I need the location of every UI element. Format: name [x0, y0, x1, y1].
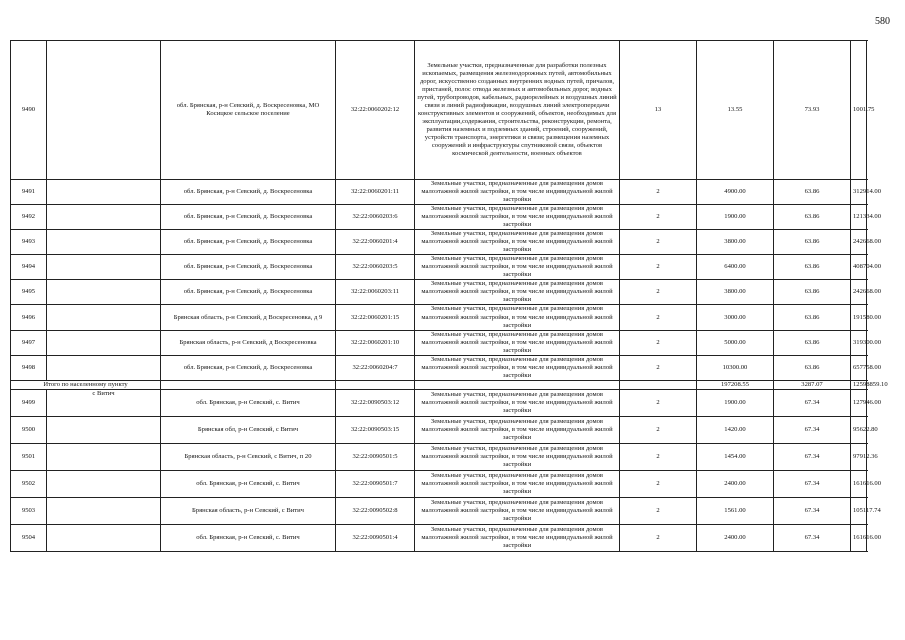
area-cell: 4900.00 — [697, 180, 774, 205]
cadastral-number-cell: 32:22:0090503:15 — [336, 416, 415, 443]
rate-cell: 63.86 — [774, 305, 851, 330]
cadastral-value-cell: 242668.00 — [851, 230, 867, 255]
area-cell: 3800.00 — [697, 280, 774, 305]
group-cell: 2 — [620, 180, 697, 205]
row-number-cell: 9494 — [11, 255, 47, 280]
row-number-cell: 9495 — [11, 280, 47, 305]
land-use-cell: Земельные участки, предназначенные для размещения домов малоэтажной жилой застройки, в том числе индивидуальной жилой застройки — [415, 180, 620, 205]
subtotal-area: 197208.55 — [697, 380, 774, 389]
area-cell: 2400.00 — [697, 524, 774, 551]
table-row — [11, 41, 867, 180]
settlement-cell — [47, 280, 161, 305]
cadastral-value-cell: 95622.80 — [851, 416, 867, 443]
address-cell: Брянская область, р-н Севский, с Витич, п 20 — [161, 443, 336, 470]
land-use-cell: Земельные участки, предназначенные для размещения домов малоэтажной жилой застройки, в том числе индивидуальной жилой застройки — [415, 280, 620, 305]
land-use-cell: Земельные участки, предназначенные для размещения домов малоэтажной жилой застройки, в том числе индивидуальной жилой застройки — [415, 205, 620, 230]
rate-cell: 63.86 — [774, 280, 851, 305]
land-use-cell: Земельные участки, предназначенные для размещения домов малоэтажной жилой застройки, в том числе индивидуальной жилой застройки — [415, 443, 620, 470]
row-number-cell: 9498 — [11, 355, 47, 380]
land-use-cell: Земельные участки, предназначенные для размещения домов малоэтажной жилой застройки, в том числе индивидуальной жилой застройки — [415, 230, 620, 255]
table-row — [11, 443, 867, 470]
rate-cell: 63.86 — [774, 180, 851, 205]
address-cell: Брянская область, р-н Севский, д Воскресеновка, д 9 — [161, 305, 336, 330]
page-number: 580 — [875, 16, 890, 27]
cadastral-value-cell: 121334.00 — [851, 205, 867, 230]
table-row — [11, 470, 867, 497]
area-cell: 1454.00 — [697, 443, 774, 470]
rate-cell: 63.86 — [774, 255, 851, 280]
land-use-cell: Земельные участки, предназначенные для размещения домов малоэтажной жилой застройки, в том числе индивидуальной жилой застройки — [415, 255, 620, 280]
address-cell: обл. Брянская, р-н Севский, д. Воскресеновка — [161, 280, 336, 305]
area-cell: 5000.00 — [697, 330, 774, 355]
cadastral-value-cell: 127946.00 — [851, 389, 867, 416]
group-cell: 2 — [620, 330, 697, 355]
table-row — [11, 389, 867, 416]
rate-cell: 63.86 — [774, 205, 851, 230]
address-cell: обл. Брянская, р-н Севский, д. Воскресеновка — [161, 205, 336, 230]
land-use-cell: Земельные участки, предназначенные для размещения домов малоэтажной жилой застройки, в том числе индивидуальной жилой застройки — [415, 330, 620, 355]
land-use-cell: Земельные участки, предназначенные для размещения домов малоэтажной жилой застройки, в том числе индивидуальной жилой застройки — [415, 416, 620, 443]
cadastral-value-cell: 312914.00 — [851, 180, 867, 205]
area-cell: 1900.00 — [697, 389, 774, 416]
subtotal-empty — [161, 380, 336, 389]
area-cell: 10300.00 — [697, 355, 774, 380]
address-cell: Брянская область, р-н Севский, д Воскресеновка — [161, 330, 336, 355]
settlement-cell — [47, 355, 161, 380]
rate-cell: 67.34 — [774, 389, 851, 416]
cadastral-value-cell: 657758.00 — [851, 355, 867, 380]
table-row — [11, 205, 867, 230]
subtotal-value: 12598859.10 — [851, 380, 867, 389]
group-cell: 2 — [620, 443, 697, 470]
cadastral-value-cell: 191580.00 — [851, 305, 867, 330]
cadastral-number-cell: 32:22:0060202:12 — [336, 41, 415, 180]
group-cell: 2 — [620, 355, 697, 380]
settlement-cell — [47, 230, 161, 255]
address-cell: обл. Брянская, р-н Севский, д. Воскресеновка — [161, 180, 336, 205]
table-row — [11, 230, 867, 255]
cadastral-number-cell: 32:22:0060203:11 — [336, 280, 415, 305]
rate-cell: 67.34 — [774, 497, 851, 524]
cadastral-number-cell: 32:22:0060203:5 — [336, 255, 415, 280]
row-number-cell: 9504 — [11, 524, 47, 551]
cadastral-number-cell: 32:22:0090503:12 — [336, 389, 415, 416]
land-use-cell: Земельные участки, предназначенные для размещения домов малоэтажной жилой застройки, в том числе индивидуальной жилой застройки — [415, 305, 620, 330]
area-cell: 6400.00 — [697, 255, 774, 280]
area-cell: 13.55 — [697, 41, 774, 180]
subtotal-label: Итого по населенному пункту — [11, 380, 161, 389]
area-cell: 2400.00 — [697, 470, 774, 497]
row-number-cell: 9500 — [11, 416, 47, 443]
cadastral-number-cell: 32:22:0060204:7 — [336, 355, 415, 380]
group-cell: 2 — [620, 205, 697, 230]
table-row — [11, 330, 867, 355]
area-cell: 3800.00 — [697, 230, 774, 255]
cadastral-value-cell: 161616.00 — [851, 470, 867, 497]
table-row — [11, 180, 867, 205]
land-use-cell: Земельные участки, предназначенные для размещения домов малоэтажной жилой застройки, в том числе индивидуальной жилой застройки — [415, 497, 620, 524]
settlement-cell — [47, 305, 161, 330]
cadastral-value-table — [10, 40, 888, 552]
address-cell: обл. Брянская, р-н Севский, д. Воскресеновка — [161, 355, 336, 380]
settlement-cell — [47, 524, 161, 551]
group-cell: 2 — [620, 470, 697, 497]
address-cell: обл. Брянская, р-н Севский, д. Воскресеновка, МО Косицкое сельское поселение — [161, 41, 336, 180]
group-cell: 2 — [620, 280, 697, 305]
address-cell: обл. Брянская, р-н Севский, д. Воскресеновка — [161, 230, 336, 255]
land-use-cell: Земельные участки, предназначенные для размещения домов малоэтажной жилой застройки, в том числе индивидуальной жилой застройки — [415, 524, 620, 551]
cadastral-number-cell: 32:22:0060201:10 — [336, 330, 415, 355]
rate-cell: 67.34 — [774, 416, 851, 443]
land-use-cell: Земельные участки, предназначенные для размещения домов малоэтажной жилой застройки, в том числе индивидуальной жилой застройки — [415, 470, 620, 497]
land-use-cell: Земельные участки, предназначенные для разработки полезных ископаемых, размещения железнодорожных путей, автомобильных дорог, искусственно созданных внутренних водных путей, причалов, пристаней, полос отвода железных и автомобильных дорог, водных путей, трубопроводов, кабельных, радиорелейных и воздушных линий связи и линий радиофикации, воздушных линий электропередачи конструктивных элементов и сооружений, объектов, необходимых для эксплуатации,содержания, строительства, реконструкции, ремонта, развития наземных и подземных зданий, строений, сооружений, устройств транспорта, энергетики и связи; размещения наземных сооружений и инфраструктуры спутниковой связи, объектов космической деятельности, военных объектов — [415, 41, 620, 180]
address-cell: Брянская обл, р-н Севский, с Витич — [161, 416, 336, 443]
settlement-cell — [47, 416, 161, 443]
rate-cell: 67.34 — [774, 524, 851, 551]
row-number-cell: 9497 — [11, 330, 47, 355]
cadastral-value-cell: 97912.36 — [851, 443, 867, 470]
settlement-cell — [47, 330, 161, 355]
group-cell: 2 — [620, 389, 697, 416]
row-number-cell: 9492 — [11, 205, 47, 230]
address-cell: обл. Брянская, р-н Севский, с. Витич — [161, 389, 336, 416]
settlement-cell — [47, 470, 161, 497]
settlement-cell — [47, 255, 161, 280]
cadastral-number-cell: 32:22:0090502:8 — [336, 497, 415, 524]
row-number-cell: 9503 — [11, 497, 47, 524]
settlement-name: с Витич — [47, 389, 161, 416]
settlement-cell — [47, 205, 161, 230]
group-cell: 2 — [620, 497, 697, 524]
cadastral-number-cell: 32:22:0090501:7 — [336, 470, 415, 497]
address-cell: Брянская область, р-н Севский, с Витич — [161, 497, 336, 524]
table-row — [11, 524, 867, 551]
row-number-cell: 9490 — [11, 41, 47, 180]
area-cell: 3000.00 — [697, 305, 774, 330]
group-cell: 2 — [620, 305, 697, 330]
rate-cell: 67.34 — [774, 443, 851, 470]
cadastral-value-cell: 105117.74 — [851, 497, 867, 524]
rate-cell: 63.86 — [774, 230, 851, 255]
subtotal-rate: 3287.07 — [774, 380, 851, 389]
cadastral-number-cell: 32:22:0060201:4 — [336, 230, 415, 255]
area-cell: 1420.00 — [697, 416, 774, 443]
table-row — [11, 416, 867, 443]
land-use-cell: Земельные участки, предназначенные для размещения домов малоэтажной жилой застройки, в том числе индивидуальной жилой застройки — [415, 355, 620, 380]
group-cell: 2 — [620, 255, 697, 280]
cadastral-value-cell: 408704.00 — [851, 255, 867, 280]
address-cell: обл. Брянская, р-н Севский, с. Витич — [161, 470, 336, 497]
cadastral-value-cell: 161616.00 — [851, 524, 867, 551]
row-number-cell: 9496 — [11, 305, 47, 330]
table-row — [11, 305, 867, 330]
subtotal-row — [11, 380, 867, 389]
subtotal-empty — [415, 380, 620, 389]
land-use-cell: Земельные участки, предназначенные для размещения домов малоэтажной жилой застройки, в том числе индивидуальной жилой застройки — [415, 389, 620, 416]
address-cell: обл. Брянская, р-н Севский, с. Витич — [161, 524, 336, 551]
cadastral-number-cell: 32:22:0090501:5 — [336, 443, 415, 470]
row-number-cell: 9491 — [11, 180, 47, 205]
cadastral-value-cell: 242668.00 — [851, 280, 867, 305]
settlement-cell — [47, 497, 161, 524]
group-cell: 13 — [620, 41, 697, 180]
group-cell: 2 — [620, 524, 697, 551]
settlement-cell — [47, 41, 161, 180]
cadastral-number-cell: 32:22:0060201:15 — [336, 305, 415, 330]
row-number-cell: 9502 — [11, 470, 47, 497]
area-cell: 1561.00 — [697, 497, 774, 524]
rate-cell: 63.86 — [774, 355, 851, 380]
rate-cell: 63.86 — [774, 330, 851, 355]
cadastral-value-cell: 1001.75 — [851, 41, 867, 180]
cadastral-number-cell: 32:22:0060203:6 — [336, 205, 415, 230]
table-row — [11, 280, 867, 305]
table-row — [11, 497, 867, 524]
subtotal-empty — [336, 380, 415, 389]
table-row — [11, 355, 867, 380]
row-number-cell: 9493 — [11, 230, 47, 255]
settlement-cell — [47, 443, 161, 470]
area-cell: 1900.00 — [697, 205, 774, 230]
settlement-cell — [47, 180, 161, 205]
cadastral-number-cell: 32:22:0090501:4 — [336, 524, 415, 551]
rate-cell: 73.93 — [774, 41, 851, 180]
table-row — [11, 255, 867, 280]
group-cell: 2 — [620, 416, 697, 443]
group-cell: 2 — [620, 230, 697, 255]
cadastral-value-cell: 319300.00 — [851, 330, 867, 355]
table-body — [11, 41, 888, 552]
row-number-cell: 9499 — [11, 389, 47, 416]
row-number-cell: 9501 — [11, 443, 47, 470]
address-cell: обл. Брянская, р-н Севский, д. Воскресеновка — [161, 255, 336, 280]
rate-cell: 67.34 — [774, 470, 851, 497]
subtotal-empty — [620, 380, 697, 389]
cadastral-number-cell: 32:22:0060201:11 — [336, 180, 415, 205]
